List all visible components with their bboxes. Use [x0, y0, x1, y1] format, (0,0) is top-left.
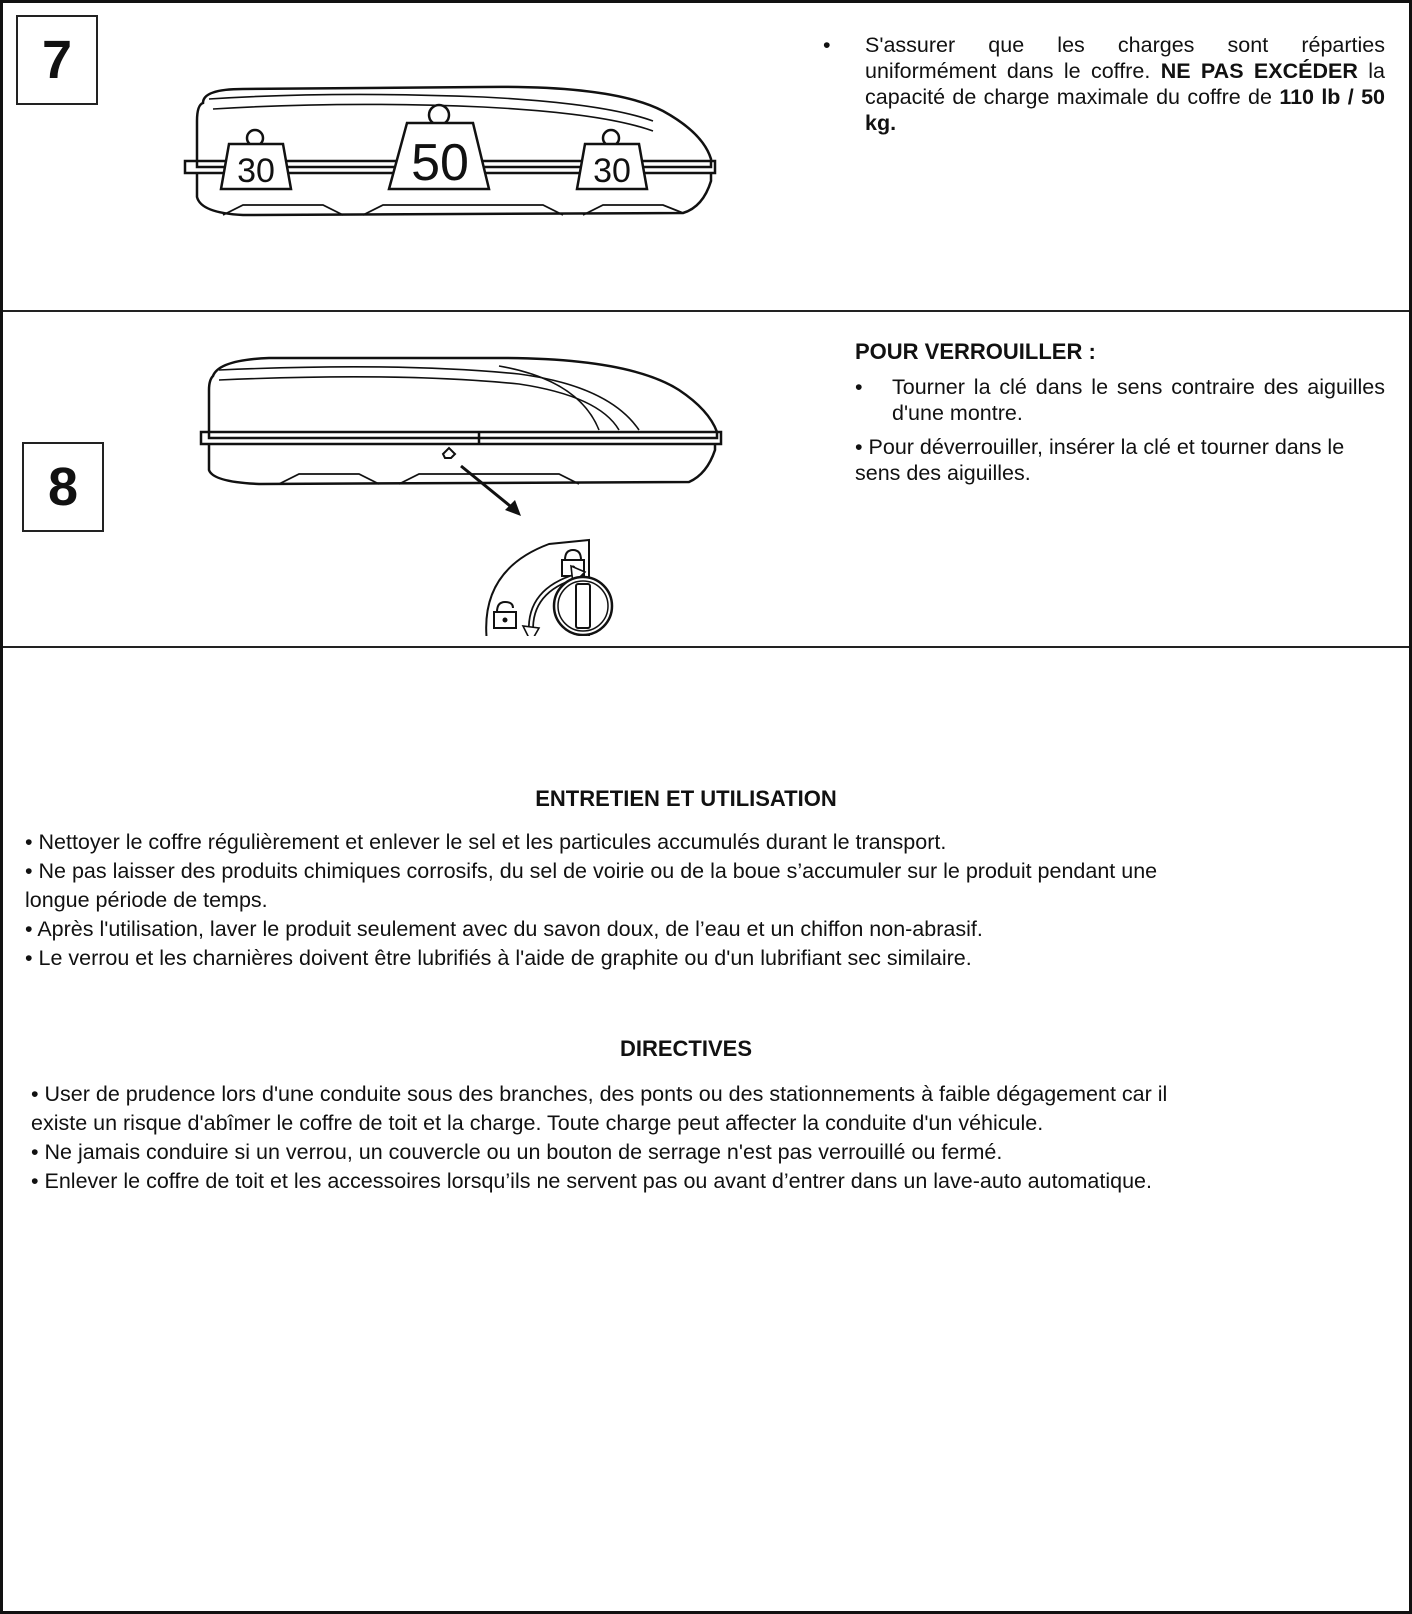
step-7-panel [3, 3, 1409, 312]
bullet: • [855, 375, 863, 399]
capacity-value: 110 lb / 50 kg. [865, 85, 1386, 135]
key-cylinder [554, 577, 612, 635]
roof-box-load-illustration [183, 81, 743, 227]
weight-center [389, 105, 489, 192]
maintenance-heading: ENTRETIEN ET UTILISATION [535, 786, 837, 811]
unlock-instruction [855, 434, 1360, 486]
list-item: • Le verrou et les charnières doivent être lubrifiés à l'aide de graphite ou d'un lubrifiant sec similaire. [25, 946, 972, 970]
weight-center-label: 50 [411, 134, 469, 192]
lock-detail-inset [486, 540, 612, 636]
text-segment: Pour déverrouiller, insérer la clé et tourner dans le sens des aiguilles. [855, 435, 1345, 485]
unlock-instruction-text [855, 434, 1360, 486]
maintenance-section [3, 648, 1409, 1611]
bullet: • [823, 33, 831, 57]
list-item: existe un risque d'abîmer le coffre de toit et la charge. Toute charge peut affecter la conduite d'un véhicule. [31, 1111, 1044, 1135]
directives-list [31, 1080, 1167, 1196]
text-segment: Tourner la clé dans le sens contraire des aiguilles d'une montre. [892, 375, 1385, 425]
roof-box-side-view [201, 358, 721, 484]
directives-heading: DIRECTIVES [619, 1036, 753, 1061]
lock-instruction [855, 374, 1385, 426]
weight-left [221, 130, 291, 190]
list-item: longue période de temps. [25, 888, 268, 912]
list-item: • Ne pas laisser des produits chimiques corrosifs, du sel de voirie ou de la boue s’accumuler sur le produit pendant une [25, 859, 1158, 883]
step-8-number: 8 [22, 442, 104, 532]
text-segment: S'assurer que les charges sont réparties uniformément dans le coffre. [865, 33, 1385, 83]
list-item: • Ne jamais conduire si un verrou, un couvercle ou un bouton de serrage n'est pas verrouillé ou fermé. [31, 1140, 1003, 1164]
list-item: • Enlever le coffre de toit et les accessoires lorsqu’ils ne servent pas ou avant d’entrer dans un lave-auto automatique. [31, 1169, 1152, 1193]
text-segment: la capacité de charge maximale du coffre de [865, 59, 1385, 109]
weight-right-label: 30 [593, 152, 631, 190]
pointer-arrow [461, 466, 515, 510]
step-7-number: 7 [16, 15, 98, 105]
roof-box-lock-illustration [199, 350, 739, 636]
key-lock-icon [443, 448, 455, 458]
weights-group [221, 105, 647, 192]
weight-left-label: 30 [237, 152, 275, 190]
step-7-instruction [825, 32, 1385, 136]
lock-instruction-text [855, 374, 1385, 426]
step-8-panel [3, 312, 1409, 648]
warning-text: NE PAS EXCÉDER [1160, 59, 1358, 83]
list-item: • Nettoyer le coffre régulièrement et enlever le sel et les particules accumulés durant le transport. [25, 830, 947, 854]
weight-right [577, 130, 647, 190]
list-item: • User de prudence lors d'une conduite sous des branches, des ponts ou des stationnements à faible dégagement car il [31, 1082, 1168, 1106]
step-7-paragraph [865, 32, 1385, 136]
lock-title: POUR VERROUILLER : [855, 339, 1096, 364]
list-item: • Après l'utilisation, laver le produit seulement avec du savon doux, de l’eau et un chiffon non-abrasif. [25, 917, 983, 941]
bullet: • [855, 435, 869, 459]
maintenance-list [25, 828, 1157, 973]
